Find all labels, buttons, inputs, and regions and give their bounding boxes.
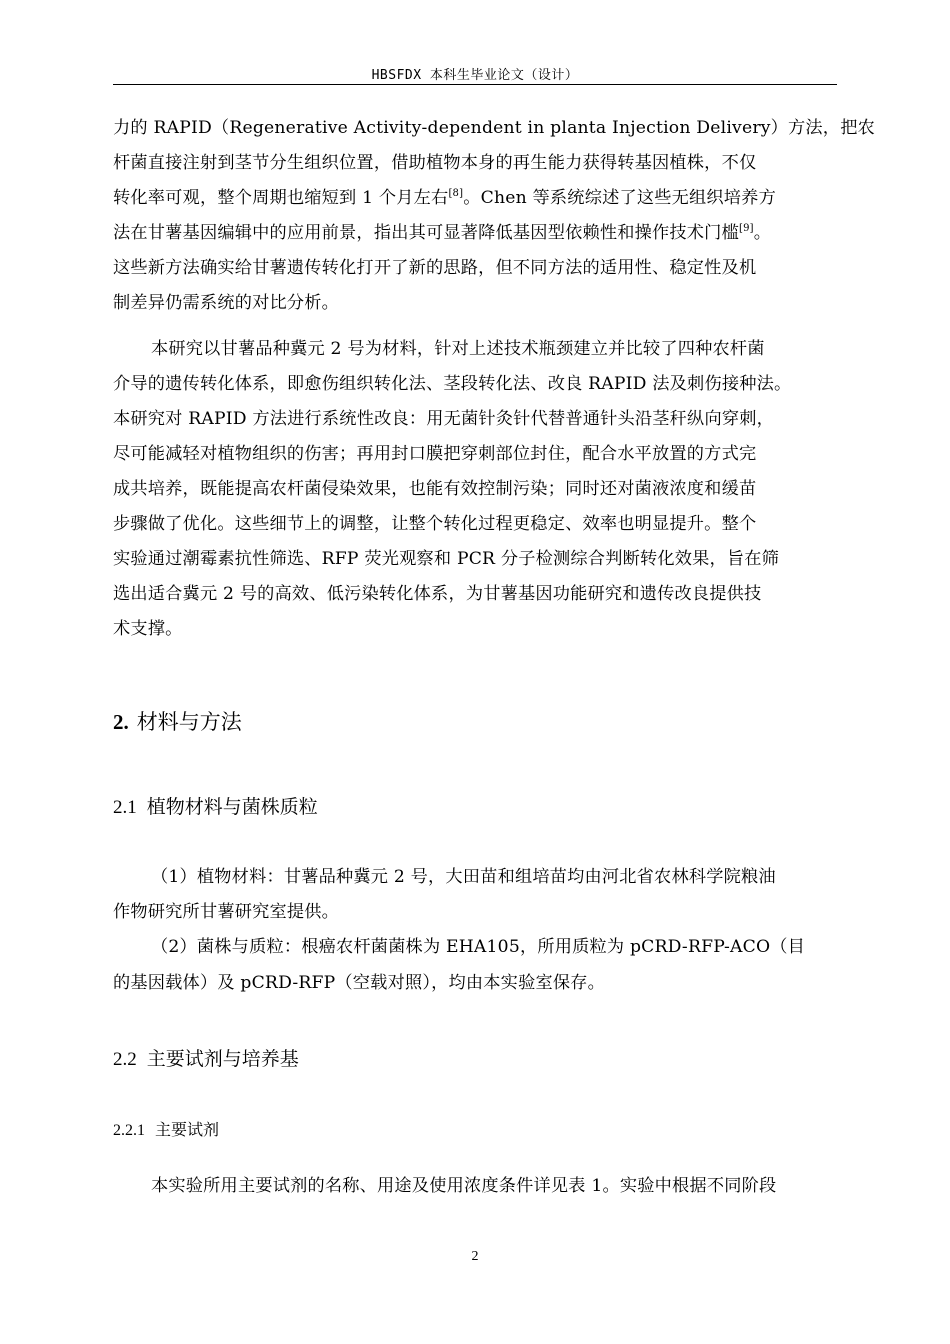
para1-line bbox=[113, 222, 771, 244]
subsubsection-title: 主要试剂 bbox=[155, 1120, 220, 1139]
item-line: 的基因载体）及 pCRD-RFP（空载对照），均由本实验室保存。 bbox=[113, 973, 606, 993]
subsection-heading bbox=[113, 792, 318, 819]
page-number: 2 bbox=[471, 1249, 479, 1264]
item-line: 作物研究所甘薯研究室提供。 bbox=[113, 902, 340, 922]
para1-line: 这些新方法确实给甘薯遗传转化打开了新的思路，但不同方法的适用性、稳定性及机 bbox=[113, 258, 757, 278]
para2-line: 本研究以甘薯品种冀元 2 号为材料，针对上述技术瓶颈建立并比较了四种农杆菌 bbox=[151, 339, 765, 359]
para1-line: 力的 RAPID（Regenerative Activity-dependent in planta Injection Delivery）方法，把农 bbox=[113, 118, 875, 138]
subsection-heading bbox=[113, 1044, 299, 1071]
para2-line: 实验通过潮霉素抗性筛选、RFP 荧光观察和 PCR 分子检测综合判断转化效果，旨在筛 bbox=[113, 549, 780, 569]
text-span: 。Chen 等系统综述了这些无组织培养方 bbox=[463, 188, 776, 208]
citation-ref: [9] bbox=[738, 223, 754, 234]
para2-line: 成共培养，既能提高农杆菌侵染效果，也能有效控制污染；同时还对菌液浓度和缓苗 bbox=[113, 479, 757, 499]
para2-line: 尽可能减轻对植物组织的伤害；再用封口膜把穿刺部位封住，配合水平放置的方式完 bbox=[113, 444, 757, 464]
para2-line: 术支撑。 bbox=[113, 619, 183, 639]
item-line: （2）菌株与质粒：根癌农杆菌菌株为 EHA105，所用质粒为 pCRD-RFP-ACO（目 bbox=[151, 937, 806, 957]
text-span: 转化率可观，整个周期也缩短到 1 个月左右 bbox=[113, 188, 449, 208]
header-rule bbox=[113, 84, 837, 85]
subsubsection-heading bbox=[113, 1117, 219, 1140]
para2-line: 选出适合冀元 2 号的高效、低污染转化体系，为甘薯基因功能研究和遗传改良提供技 bbox=[113, 584, 762, 604]
para1-line: 制差异仍需系统的对比分析。 bbox=[113, 293, 340, 313]
section-title: 材料与方法 bbox=[136, 710, 242, 734]
item-line: （1）植物材料：甘薯品种冀元 2 号，大田苗和组培苗均由河北省农林科学院粮油 bbox=[151, 867, 776, 887]
subsection-title: 植物材料与菌株质粒 bbox=[146, 796, 318, 818]
section-heading bbox=[113, 706, 242, 736]
subsection-number: 2.2 bbox=[113, 1049, 137, 1070]
text-span: 。 bbox=[753, 223, 772, 243]
text-span: 法在甘薯基因编辑中的应用前景，指出其可显著降低基因型依赖性和操作技术门槛 bbox=[113, 223, 739, 243]
section-number: 2. bbox=[113, 710, 129, 734]
para1-line bbox=[113, 187, 776, 209]
body-line: 本实验所用主要试剂的名称、用途及使用浓度条件详见表 1。实验中根据不同阶段 bbox=[151, 1176, 777, 1196]
para2-line: 本研究对 RAPID 方法进行系统性改良：用无菌针灸针代替普通针头沿茎秆纵向穿刺， bbox=[113, 409, 774, 429]
para2-line: 步骤做了优化。这些细节上的调整，让整个转化过程更稳定、效率也明显提升。整个 bbox=[113, 514, 757, 534]
subsection-title: 主要试剂与培养基 bbox=[146, 1048, 299, 1070]
para2-line: 介导的遗传转化体系，即愈伤组织转化法、茎段转化法、改良 RAPID 法及刺伤接种法。 bbox=[113, 374, 792, 394]
subsection-number: 2.1 bbox=[113, 797, 137, 818]
subsubsection-number: 2.2.1 bbox=[113, 1122, 145, 1139]
citation-ref: [8] bbox=[448, 188, 464, 199]
para1-line: 杆菌直接注射到茎节分生组织位置，借助植物本身的再生能力获得转基因植株，不仅 bbox=[113, 153, 757, 173]
running-header: HBSFDX 本科生毕业论文（设计） bbox=[371, 68, 579, 83]
